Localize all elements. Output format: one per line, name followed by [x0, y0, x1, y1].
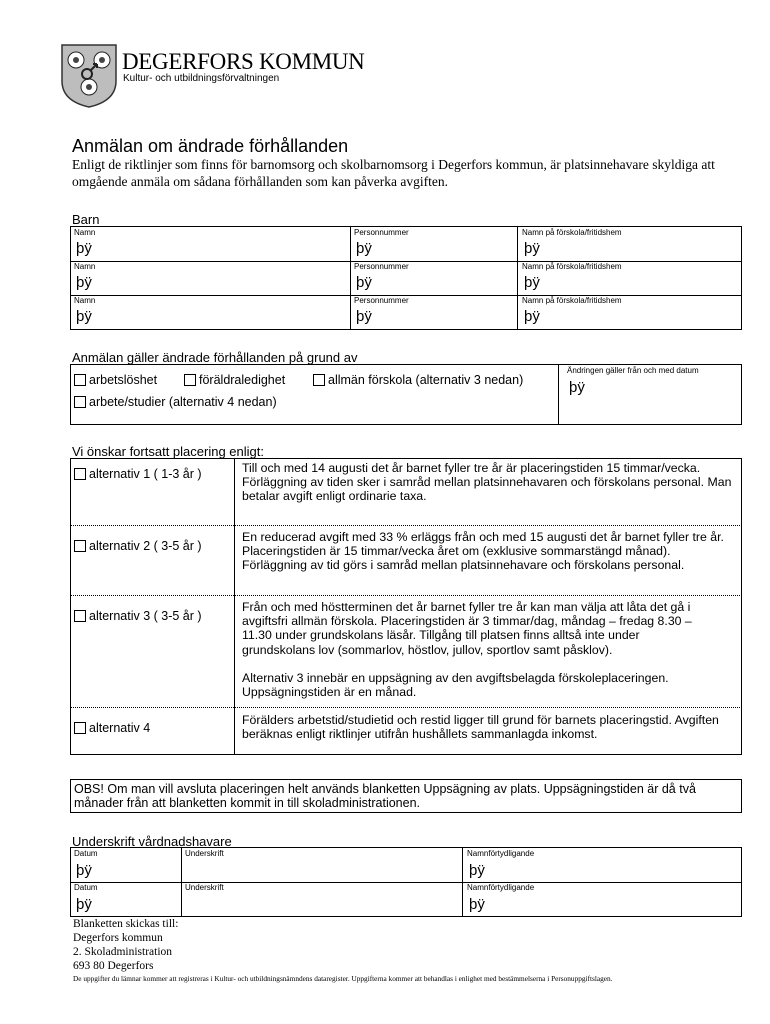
department-name: Kultur- och utbildningsförvaltningen	[123, 73, 280, 84]
address-block	[73, 917, 178, 973]
address-line: Degerfors kommun	[73, 932, 163, 944]
barn-skola-field[interactable]: þÿ	[524, 308, 540, 325]
checkbox-box[interactable]	[74, 540, 86, 552]
checkbox-alternativ-1[interactable]	[74, 467, 202, 481]
checkbox-allman-forskola[interactable]	[313, 373, 523, 387]
intro-text: Enligt de riktlinjer som finns för barnomsorg och skolbarnomsorg i Degerfors kommun, är platsinnehavare skyldiga att omgående anmäla om sådana förhållanden som kan påverka avgiften.	[72, 157, 715, 189]
barn-personnummer-field[interactable]: þÿ	[356, 274, 372, 291]
namnfortydligande-field[interactable]: þÿ	[469, 896, 485, 913]
date-field[interactable]: þÿ	[569, 379, 585, 396]
placement-table	[70, 458, 742, 755]
barn-namn-field[interactable]: þÿ	[76, 240, 92, 257]
alternative-description: Förälders arbetstid/studietid och restid ligger till grund för barnets placeringstid. Avgiften beräknas enligt riktlinjer utifrån hushållets sammanlagda inkomst.	[242, 713, 719, 742]
checkbox-box[interactable]	[313, 374, 325, 386]
barn-namn-label: Namn	[74, 262, 96, 271]
barn-personnummer-label: Personnummer	[354, 228, 409, 237]
address-intro: Blanketten skickas till:	[73, 918, 179, 930]
footnote: De uppgifter du lämnar kommer att registreras i Kultur- och utbildningsnämndens dataregister. Uppgifterna kommer att behandlas i enlighet med bestämmelserna i Personuppgiftslagen.	[73, 974, 613, 983]
checkbox-alternativ-2[interactable]	[74, 539, 202, 553]
checkbox-alternativ-3[interactable]	[74, 609, 202, 623]
checkbox-box[interactable]	[74, 374, 86, 386]
barn-skola-field[interactable]: þÿ	[524, 240, 540, 257]
alternative-label: alternativ 1 ( 1-3 år )	[89, 467, 202, 481]
option-label: arbetslöshet	[89, 373, 158, 387]
reason-box	[70, 364, 742, 425]
checkbox-arbetsloshet[interactable]	[74, 373, 157, 387]
barn-personnummer-label: Personnummer	[354, 262, 409, 271]
barn-namn-label: Namn	[74, 296, 96, 305]
alternative-label: alternativ 4	[89, 721, 151, 735]
reason-heading: Anmälan gäller ändrade förhållanden på grund av	[72, 350, 358, 365]
barn-personnummer-field[interactable]: þÿ	[356, 308, 372, 325]
namnfortydligande-label: Namnförtydligande	[467, 883, 535, 892]
checkbox-arbete-studier[interactable]	[74, 395, 277, 409]
checkbox-box[interactable]	[74, 468, 86, 480]
checkbox-foraldraledighet[interactable]	[184, 373, 285, 387]
datum-label: Datum	[74, 883, 98, 892]
obs-box	[70, 779, 742, 813]
org-name: DEGERFORS KOMMUN	[122, 49, 365, 74]
namnfortydligande-field[interactable]: þÿ	[469, 862, 485, 879]
alternative-description-note: Alternativ 3 innebär en uppsägning av den avgiftsbelagda förskoleplaceringen. Uppsägningstiden är en månad.	[242, 671, 669, 700]
barn-namn-label: Namn	[74, 228, 96, 237]
barn-namn-field[interactable]: þÿ	[76, 308, 92, 325]
placement-heading: Vi önskar fortsatt placering enligt:	[72, 444, 264, 459]
datum-label: Datum	[74, 849, 98, 858]
barn-personnummer-field[interactable]: þÿ	[356, 240, 372, 257]
namnfortydligande-label: Namnförtydligande	[467, 849, 535, 858]
alternative-description: En reducerad avgift med 33 % erläggs från och med 15 augusti det år barnet fyller tre år. Placeringstiden är 15 timmar/vecka året om (exklusive sommarstängd månad). Förläggning av tid görs i samråd mellan platsinnehavare och förskolans personal.	[242, 530, 724, 573]
page-title: Anmälan om ändrade förhållanden	[72, 136, 349, 156]
option-label: allmän förskola (alternativ 3 nedan)	[328, 373, 524, 387]
address-line: 693 80 Degerfors	[73, 960, 154, 972]
alternative-label: alternativ 3 ( 3-5 år )	[89, 609, 202, 623]
datum-field[interactable]: þÿ	[76, 862, 92, 879]
coat-of-arms-logo	[60, 43, 118, 109]
signature-table	[70, 847, 742, 917]
underskrift-field[interactable]	[183, 858, 459, 880]
checkbox-box[interactable]	[74, 396, 86, 408]
barn-table	[70, 226, 742, 330]
alternative-label: alternativ 2 ( 3-5 år )	[89, 539, 202, 553]
checkbox-box[interactable]	[74, 722, 86, 734]
alternative-description: Till och med 14 augusti det år barnet fyller tre år är placeringstiden 15 timmar/vecka. Förläggning av tiden sker i samråd mellan platsinnehavaren och förskolans personal. Man betalar avgift enligt ordinarie taxa.	[242, 461, 732, 504]
barn-heading: Barn	[72, 212, 100, 227]
barn-skola-field[interactable]: þÿ	[524, 274, 540, 291]
datum-field[interactable]: þÿ	[76, 896, 92, 913]
checkbox-alternativ-4[interactable]	[74, 721, 150, 735]
option-label: föräldraledighet	[199, 373, 286, 387]
barn-skola-label: Namn på förskola/fritidshem	[522, 262, 622, 271]
underskrift-label: Underskrift	[185, 883, 224, 892]
barn-personnummer-label: Personnummer	[354, 296, 409, 305]
checkbox-box[interactable]	[74, 610, 86, 622]
barn-namn-field[interactable]: þÿ	[76, 274, 92, 291]
option-label: arbete/studier (alternativ 4 nedan)	[89, 395, 277, 409]
underskrift-label: Underskrift	[185, 849, 224, 858]
signature-heading: Underskrift vårdnadshavare	[72, 834, 232, 849]
date-label: Ändringen gäller från och med datum	[567, 366, 699, 375]
underskrift-field[interactable]	[183, 892, 459, 914]
address-line: 2. Skoladministration	[73, 946, 173, 958]
barn-skola-label: Namn på förskola/fritidshem	[522, 228, 622, 237]
obs-text: OBS! Om man vill avsluta placeringen helt används blanketten Uppsägning av plats. Uppsägningstiden är då två månader från att blanketten kommit in till skoladministrationen.	[74, 782, 696, 811]
alternative-description: Från och med höstterminen det år barnet fyller tre år kan man välja att låta det gå i avgiftsfri allmän förskola. Placeringstiden är 3 timmar/dag, måndag – fredag 8.30 – 11.30 under grundskolans läsår. Tillgång till platsen finns alltså inte under grundskolans lov (sommarlov, höstlov, jullov, sportlov samt påsklov).	[242, 600, 692, 657]
checkbox-box[interactable]	[184, 374, 196, 386]
barn-skola-label: Namn på förskola/fritidshem	[522, 296, 622, 305]
